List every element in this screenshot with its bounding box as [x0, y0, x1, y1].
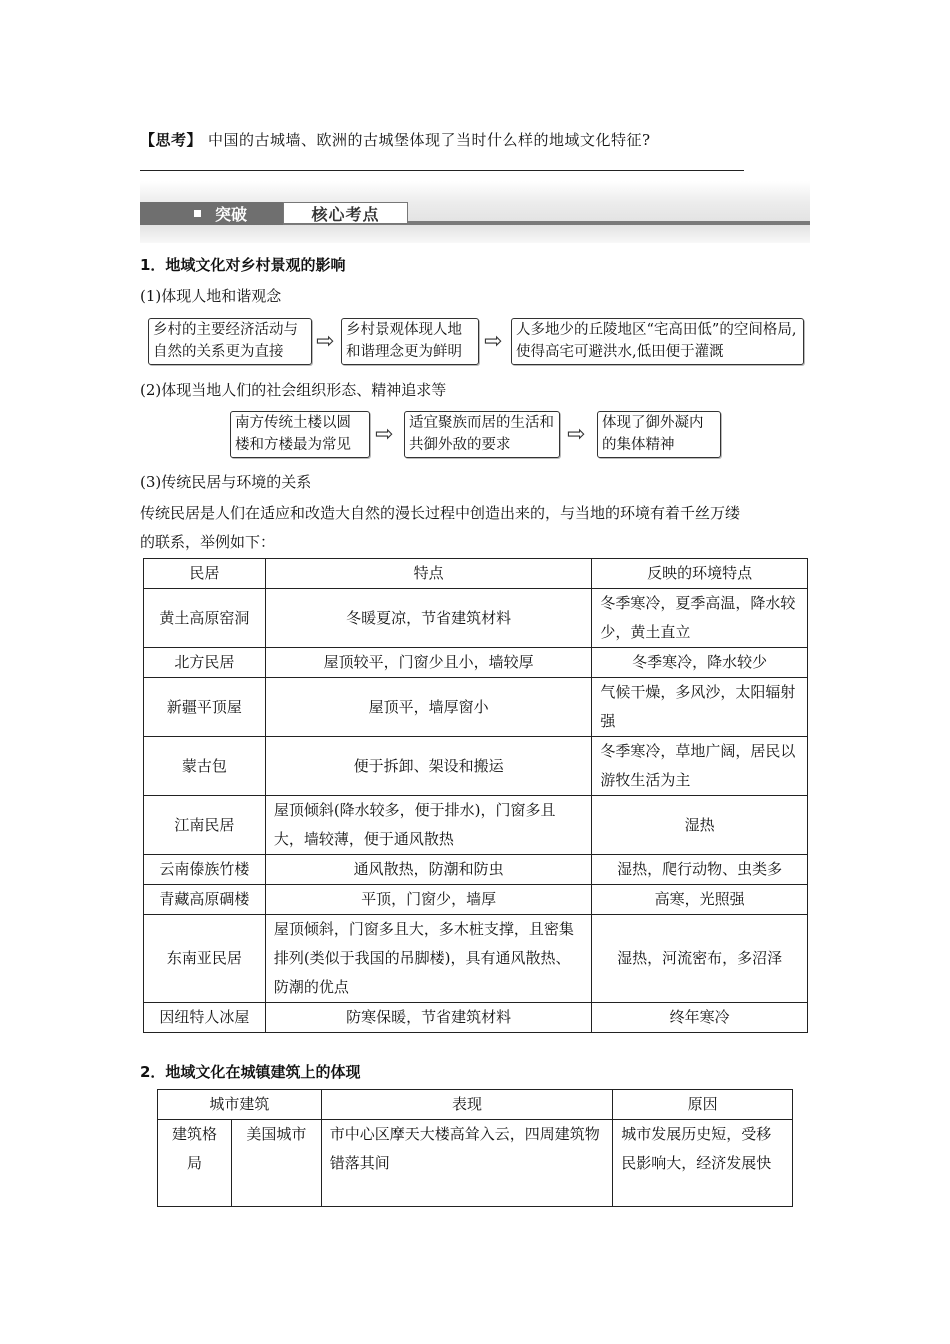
table-header-cell: 特点 [265, 559, 591, 589]
performance-cell: 市中心区摩天大楼高耸入云，四周建筑物错落其间 [321, 1120, 612, 1207]
dwelling-cell: 青藏高原碉楼 [144, 885, 266, 915]
table-header-cell: 反映的环境特点 [592, 559, 808, 589]
reason-cell: 城市发展历史短，受移民影响大，经济发展快 [613, 1120, 793, 1207]
dwelling-table [143, 558, 808, 1033]
table-header-cell: 城市建筑 [158, 1090, 322, 1120]
banner-tab-dark [140, 202, 283, 225]
feature-cell: 平顶，门窗少，墙厚 [265, 885, 591, 915]
env-cell: 冬季寒冷，草地广阔，居民以游牧生活为主 [592, 737, 808, 796]
city-cell: 美国城市 [231, 1120, 321, 1207]
env-cell: 湿热，爬行动物、虫类多 [592, 855, 808, 885]
feature-cell: 屋顶平，墙厚窗小 [265, 678, 591, 737]
banner-dark-label: 突破 [215, 205, 248, 224]
flow2-box-2: 适宜聚族而居的生活和共御外敌的要求 [404, 411, 560, 458]
table-row [144, 855, 808, 885]
table-row [144, 648, 808, 678]
section2-title: 2．地域文化在城镇建筑上的体现 [140, 1063, 361, 1081]
banner-tab-light [283, 202, 408, 224]
answer-line [140, 170, 744, 171]
flow-arrow-icon: ⇨ [375, 422, 394, 447]
table-row [144, 1003, 808, 1033]
table-header-cell: 表现 [321, 1090, 612, 1120]
feature-cell: 防寒保暖，节省建筑材料 [265, 1003, 591, 1033]
env-cell: 高寒，光照强 [592, 885, 808, 915]
flow1-box-3: 人多地少的丘陵地区“宅高田低”的空间格局,使得高宅可避洪水,低田便于灌溉 [511, 318, 804, 365]
flow1-box-2: 乡村景观体现人地和谐理念更为鲜明 [341, 318, 479, 365]
env-cell: 湿热，河流密布，多沼泽 [592, 915, 808, 1003]
table-row [158, 1120, 793, 1207]
env-cell: 气候干燥，多风沙，太阳辐射强 [592, 678, 808, 737]
table-row [144, 589, 808, 648]
section1-sub2: (2)体现当地人们的社会组织形态、精神追求等 [140, 381, 447, 399]
category-cell: 建筑格局 [158, 1120, 232, 1207]
flow-arrow-icon: ⇨ [484, 329, 503, 354]
flow1-box-1: 乡村的主要经济活动与自然的关系更为直接 [148, 318, 312, 365]
section1-intro-line1: 传统民居是人们在适应和改造大自然的漫长过程中创造出来的，与当地的环境有着千丝万缕 [140, 504, 741, 522]
square-bullet-icon [194, 210, 201, 217]
think-question [140, 129, 651, 150]
think-question-text: 中国的古城墙、欧洲的古城堡体现了当时什么样的地域文化特征? [208, 131, 651, 149]
feature-cell: 通风散热，防潮和防虫 [265, 855, 591, 885]
city-architecture-table [157, 1089, 793, 1207]
section1-sub1: (1)体现人地和谐观念 [140, 287, 282, 305]
table-row [144, 678, 808, 737]
table-header-row [158, 1090, 793, 1120]
section1-sub3: (3)传统民居与环境的关系 [140, 473, 312, 491]
flow-arrow-icon: ⇨ [567, 422, 586, 447]
table-row [144, 885, 808, 915]
dwelling-cell: 蒙古包 [144, 737, 266, 796]
banner-light-label: 核心考点 [311, 204, 380, 224]
feature-cell: 便于拆卸、架设和搬运 [265, 737, 591, 796]
think-label: 【思考】 [140, 131, 203, 149]
flow-arrow-icon: ⇨ [316, 329, 335, 354]
env-cell: 终年寒冷 [592, 1003, 808, 1033]
dwelling-cell: 东南亚民居 [144, 915, 266, 1003]
feature-cell: 屋顶倾斜(降水较多，便于排水)，门窗多且大，墙较薄，便于通风散热 [265, 796, 591, 855]
feature-cell: 屋顶较平，门窗少且小，墙较厚 [265, 648, 591, 678]
dwelling-cell: 新疆平顶屋 [144, 678, 266, 737]
dwelling-cell: 北方民居 [144, 648, 266, 678]
table-row [144, 737, 808, 796]
section1-intro-line2: 的联系，举例如下： [140, 533, 276, 551]
table-header-cell: 民居 [144, 559, 266, 589]
dwelling-cell: 江南民居 [144, 796, 266, 855]
table-row [144, 796, 808, 855]
section1-title: 1．地域文化对乡村景观的影响 [140, 256, 346, 274]
feature-cell: 屋顶倾斜，门窗多且大，多木桩支撑，且密集排列(类似于我国的吊脚楼)，具有通风散热、防潮的优点 [265, 915, 591, 1003]
flow2-box-1: 南方传统土楼以圆楼和方楼最为常见 [230, 411, 370, 458]
table-row [144, 915, 808, 1003]
table-header-cell: 原因 [613, 1090, 793, 1120]
table-header-row [144, 559, 808, 589]
dwelling-cell: 云南傣族竹楼 [144, 855, 266, 885]
env-cell: 湿热 [592, 796, 808, 855]
dwelling-cell: 因纽特人冰屋 [144, 1003, 266, 1033]
flow2-box-3: 体现了御外凝内的集体精神 [597, 411, 721, 458]
env-cell: 冬季寒冷，降水较少 [592, 648, 808, 678]
feature-cell: 冬暖夏凉，节省建筑材料 [265, 589, 591, 648]
env-cell: 冬季寒冷，夏季高温，降水较少，黄土直立 [592, 589, 808, 648]
dwelling-cell: 黄土高原窑洞 [144, 589, 266, 648]
